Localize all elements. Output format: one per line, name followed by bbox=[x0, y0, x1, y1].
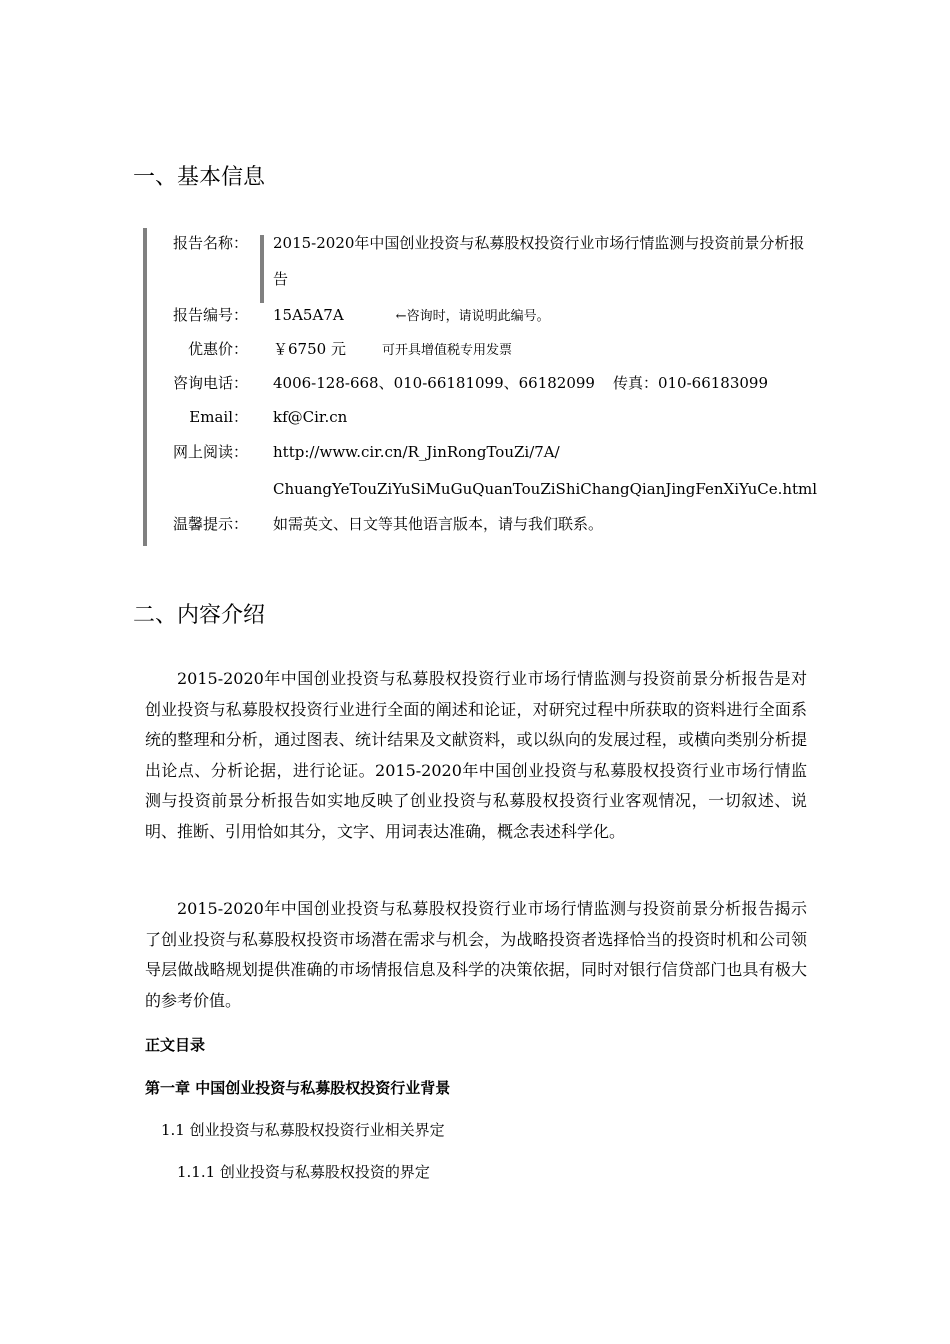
email-value[interactable]: kf@Cir.cn bbox=[273, 408, 348, 426]
report-code-label: 报告编号： bbox=[172, 306, 248, 324]
intro-paragraph-1-block bbox=[145, 664, 807, 847]
web-link-line2[interactable]: ChuangYeTouZiYuSiMuGuQuanTouZiShiChangQianJingFenXiYuCe.html bbox=[273, 480, 818, 498]
report-name-label: 报告名称： bbox=[172, 234, 248, 252]
phone-value: 4006-128-668、010-66181099、66182099 bbox=[273, 374, 595, 392]
fax-value: 传真：010-66183099 bbox=[612, 374, 769, 392]
basic-info-box bbox=[143, 228, 817, 546]
tip-value: 如需英文、日文等其他语言版本，请与我们联系。 bbox=[273, 515, 604, 533]
toc-item-1-1-1[interactable]: 1.1.1 创业投资与私募股权投资的界定 bbox=[177, 1163, 430, 1181]
price-note: 可开具增值税专用发票 bbox=[381, 343, 512, 358]
toc-title: 正文目录 bbox=[145, 1036, 206, 1054]
intro-paragraph-2-block bbox=[145, 894, 807, 1016]
report-code-value: 15A5A7A bbox=[273, 306, 344, 324]
intro-paragraph-2: 2015-2020年中国创业投资与私募股权投资行业市场行情监测与投资前景分析报告揭示了创业投资与私募股权投资市场潜在需求与机会，为战略投资者选择恰当的投资时机和公司领导层做战略规划提供准确的市场情报信息及科学的决策依据，同时对银行信贷部门也具有极大的参考价值。 bbox=[145, 899, 807, 1010]
price-value: ￥6750 元 bbox=[273, 340, 346, 358]
report-code-value-group bbox=[273, 305, 813, 327]
price-label: 优惠价： bbox=[187, 340, 248, 358]
section-title-basic-info: 一、基本信息 bbox=[133, 165, 266, 190]
price-value-group bbox=[273, 339, 813, 361]
toc-item-1-1[interactable]: 1.1 创业投资与私募股权投资行业相关界定 bbox=[161, 1121, 445, 1139]
phone-value-group bbox=[273, 373, 813, 393]
email-label: Email： bbox=[189, 408, 248, 426]
phone-label: 咨询电话： bbox=[172, 374, 248, 392]
intro-paragraph-1: 2015-2020年中国创业投资与私募股权投资行业市场行情监测与投资前景分析报告是对创业投资与私募股权投资行业进行全面的阐述和论证，对研究过程中所获取的资料进行全面系统的整理和分析，通过图表、统计结果及文献资料，或以纵向的发展过程，或横向类别分析提出论点、分析论据，进行论证。2015-2020年中国创业投资与私募股权投资行业市场行情监测与投资前景分析报告如实地反映了创业投资与私募股权投资行业客观情况，一切叙述、说明、推断、引用恰如其分，文字、用词表达准确，概念表述科学化。 bbox=[145, 669, 807, 841]
tip-label: 温馨提示： bbox=[172, 515, 248, 533]
report-name-value: 2015-2020年中国创业投资与私募股权投资行业市场行情监测与投资前景分析报告 bbox=[273, 234, 805, 288]
report-code-note: ←咨询时，请说明此编号。 bbox=[395, 309, 550, 324]
web-label: 网上阅读： bbox=[172, 443, 248, 461]
report-name-divider bbox=[260, 235, 264, 303]
web-link-line1[interactable]: http://www.cir.cn/R_JinRongTouZi/7A/ bbox=[273, 443, 560, 461]
toc-chapter-1[interactable]: 第一章 中国创业投资与私募股权投资行业背景 bbox=[145, 1079, 451, 1097]
section-title-content-intro: 二、内容介绍 bbox=[133, 603, 266, 628]
